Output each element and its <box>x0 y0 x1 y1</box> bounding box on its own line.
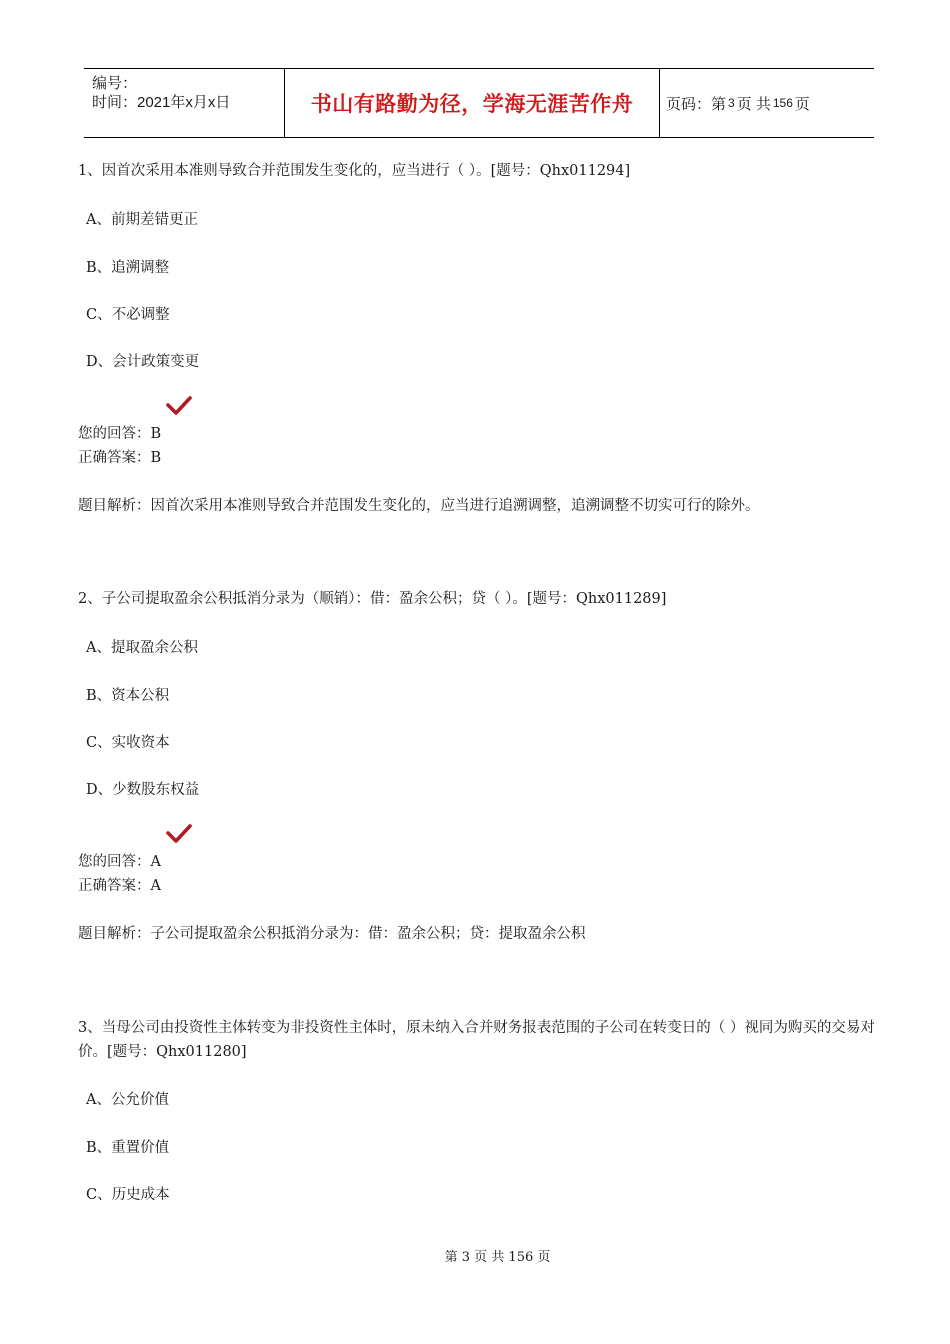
header-page-cell <box>666 69 874 137</box>
question-1-your-answer: 您的回答：B <box>78 426 162 442</box>
question-1-stem: 1、因首次采用本准则导致合并范围发生变化的，应当进行（ ）。[题号：Qhx011294] <box>78 163 631 179</box>
question-3-option-a: A、公允价值 <box>86 1092 169 1108</box>
page-total: 156 <box>772 96 793 110</box>
question-2-option-a: A、提取盈余公积 <box>86 640 198 656</box>
page-header <box>84 68 874 138</box>
header-motto-cell <box>284 69 660 137</box>
page-prefix: 页码：第 <box>666 95 727 113</box>
page-current: 3 <box>728 96 735 110</box>
page-suffix: 页 <box>794 95 810 113</box>
question-1-option-d: D、会计政策变更 <box>86 354 200 370</box>
question-2-your-answer: 您的回答：A <box>78 854 161 870</box>
time-label: 时间：2021年x月x日 <box>92 94 231 111</box>
question-2-stem: 2、子公司提取盈余公积抵消分录为（顺销）：借：盈余公积；贷（ ）。[题号：Qhx011289] <box>78 591 667 607</box>
page-mid: 页 共 <box>736 95 771 113</box>
question-2-analysis: 题目解析：子公司提取盈余公积抵消分录为：借：盈余公积；贷：提取盈余公积 <box>78 926 586 942</box>
question-3-option-b: B、重置价值 <box>86 1140 170 1156</box>
question-3-stem: 3、当母公司由投资性主体转变为非投资性主体时，原未纳入合并财务报表范围的子公司在转变日的（ ）视同为购买的交易对价。[题号：Qhx011280] <box>78 1020 875 1060</box>
question-1-correct-answer: 正确答案：B <box>78 450 162 466</box>
header-left-cell <box>84 69 284 137</box>
serial-label: 编号： <box>92 75 138 92</box>
checkmark-icon <box>166 396 192 416</box>
question-2-correct-answer: 正确答案：A <box>78 878 161 894</box>
question-2-option-d: D、少数股东权益 <box>86 782 200 798</box>
question-2-option-b: B、资本公积 <box>86 688 170 704</box>
question-1-analysis: 题目解析：因首次采用本准则导致合并范围发生变化的，应当进行追溯调整，追溯调整不切实可行的除外。 <box>78 498 760 514</box>
page-footer: 第 3 页 共 156 页 <box>444 1250 551 1265</box>
checkmark-icon <box>166 824 192 844</box>
question-2-option-c: C、实收资本 <box>86 735 170 751</box>
question-1-option-a: A、前期差错更正 <box>86 212 198 228</box>
question-1-option-c: C、不必调整 <box>86 307 170 323</box>
question-3-option-c: C、历史成本 <box>86 1187 170 1203</box>
motto: 书山有路勤为径，学海无涯苦作舟 <box>310 92 634 116</box>
question-1-option-b: B、追溯调整 <box>86 260 170 276</box>
